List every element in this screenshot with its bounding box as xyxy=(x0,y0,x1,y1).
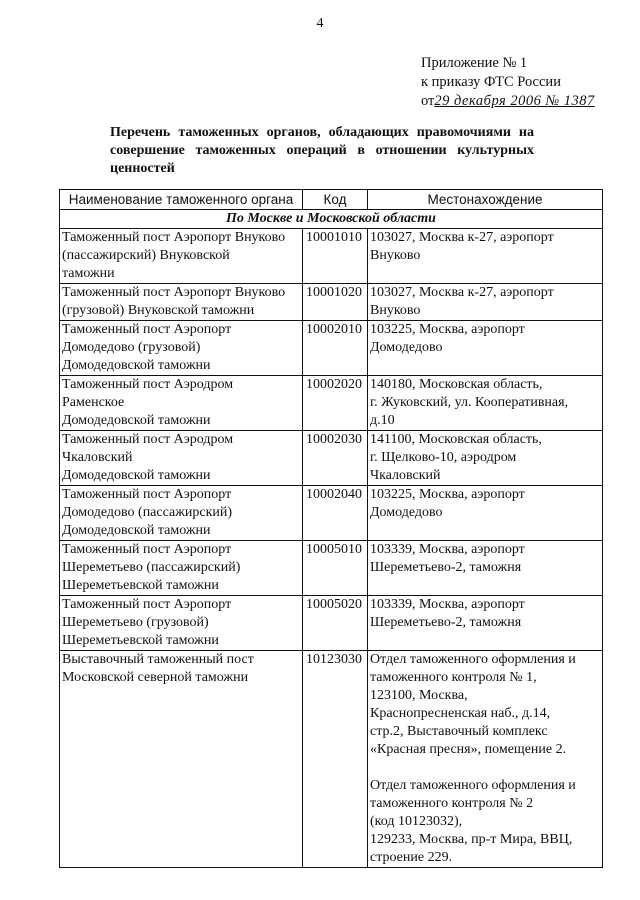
cell-code: 10002010 xyxy=(303,321,368,376)
name-line: Шереметьевской таможни xyxy=(62,633,219,648)
location-line: Краснопресненская наб., д.14, xyxy=(370,706,551,721)
name-line: Домодедово (пассажирский) xyxy=(62,505,233,520)
header-name: Наименование таможенного органа xyxy=(60,190,303,210)
table-row xyxy=(60,376,603,431)
header-code: Код xyxy=(303,190,368,210)
cell-code: 10005010 xyxy=(303,541,368,596)
location-line: Отдел таможенного оформления и xyxy=(370,652,576,667)
cell-code: 10123030 xyxy=(303,651,368,868)
name-line: Таможенный пост Аэропорт Внуково xyxy=(62,285,286,300)
cell-location xyxy=(368,596,603,651)
location-line: 103225, Москва, аэропорт xyxy=(370,487,525,502)
name-line: Домодедово (грузовой) xyxy=(62,340,201,355)
name-line: Домодедовской таможни xyxy=(62,358,211,373)
name-line: Домодедовской таможни xyxy=(62,468,211,483)
name-line: Таможенный пост Аэропорт Внуково xyxy=(62,230,286,245)
cell-location xyxy=(368,321,603,376)
name-line: Чкаловский xyxy=(62,450,133,465)
location-line: Домодедово xyxy=(370,340,443,355)
cell-code: 10001010 xyxy=(303,229,368,284)
table-row xyxy=(60,284,603,321)
name-line: Таможенный пост Аэропорт xyxy=(62,597,232,612)
cell-customs-name xyxy=(60,321,303,376)
cell-customs-name xyxy=(60,596,303,651)
table-header-row xyxy=(60,190,603,210)
name-line: Таможенный пост Аэропорт xyxy=(62,542,232,557)
section-row xyxy=(60,210,603,229)
cell-customs-name xyxy=(60,431,303,486)
cell-location xyxy=(368,376,603,431)
section-title: По Москве и Московской области xyxy=(60,210,603,229)
name-line: Шереметьево (пассажирский) xyxy=(62,560,241,575)
cell-location xyxy=(368,431,603,486)
location-line: 103027, Москва к-27, аэропорт xyxy=(370,230,554,245)
cell-customs-name xyxy=(60,486,303,541)
cell-customs-name xyxy=(60,651,303,868)
location-line: г. Щелково-10, аэродром xyxy=(370,450,517,465)
cell-customs-name xyxy=(60,229,303,284)
cell-customs-name xyxy=(60,541,303,596)
cell-location xyxy=(368,651,603,868)
name-line: Шереметьево (грузовой) xyxy=(62,615,209,630)
location-line: 103339, Москва, аэропорт xyxy=(370,542,525,557)
name-line: (грузовой) Внуковской таможни xyxy=(62,303,255,318)
cell-customs-name xyxy=(60,284,303,321)
name-line: Выставочный таможенный пост xyxy=(62,652,254,667)
header-location: Местонахождение xyxy=(368,190,603,210)
appendix-line-2: к приказу ФТС России xyxy=(421,74,561,90)
location-line: Шереметьево-2, таможня xyxy=(370,615,522,630)
location-line: строение 229. xyxy=(370,850,453,865)
table-row xyxy=(60,651,603,868)
location-line: Шереметьево-2, таможня xyxy=(370,560,522,575)
cell-code: 10002040 xyxy=(303,486,368,541)
name-line: Таможенный пост Аэропорт xyxy=(62,487,232,502)
name-line: (пассажирский) Внуковской xyxy=(62,248,230,263)
name-line: Шереметьевской таможни xyxy=(62,578,219,593)
customs-table xyxy=(59,189,603,868)
table-row xyxy=(60,321,603,376)
location-line: 141100, Московская область, xyxy=(370,432,542,447)
appendix-block xyxy=(421,54,595,111)
location-line: Чкаловский xyxy=(370,468,441,483)
paragraph-gap xyxy=(370,759,600,777)
location-line: 140180, Московская область, xyxy=(370,377,543,392)
location-line: стр.2, Выставочный комплекс xyxy=(370,724,548,739)
location-line: (код 10123032), xyxy=(370,814,463,829)
location-line: Отдел таможенного оформления и xyxy=(370,778,576,793)
document-title: Перечень таможенных органов, обладающих правомочиями на совершение таможенных операций в отношении культурных ценностей xyxy=(110,125,534,176)
name-line: Таможенный пост Аэропорт xyxy=(62,322,232,337)
location-line: «Красная пресня», помещение 2. xyxy=(370,742,567,757)
cell-location xyxy=(368,486,603,541)
appendix-date-handwritten: 29 декабря 2006 № 1387 xyxy=(434,93,595,109)
cell-location xyxy=(368,541,603,596)
cell-code: 10001020 xyxy=(303,284,368,321)
location-line: 129233, Москва, пр-т Мира, ВВЦ, xyxy=(370,832,573,847)
cell-code: 10002020 xyxy=(303,376,368,431)
appendix-line-1: Приложение № 1 xyxy=(421,55,528,71)
location-line: г. Жуковский, ул. Кооперативная, xyxy=(370,395,569,410)
appendix-line-3 xyxy=(421,92,595,111)
table-row xyxy=(60,541,603,596)
cell-code: 10002030 xyxy=(303,431,368,486)
location-line: д.10 xyxy=(370,413,395,428)
location-line: 103225, Москва, аэропорт xyxy=(370,322,525,337)
location-line: 123100, Москва, xyxy=(370,688,468,703)
name-line: Таможенный пост Аэродром xyxy=(62,377,234,392)
name-line: Раменское xyxy=(62,395,125,410)
table-row xyxy=(60,229,603,284)
location-line: Внуково xyxy=(370,303,421,318)
location-line: таможенного контроля № 2 xyxy=(370,796,534,811)
name-line: Таможенный пост Аэродром xyxy=(62,432,234,447)
location-line: Внуково xyxy=(370,248,421,263)
table-row xyxy=(60,486,603,541)
name-line: таможни xyxy=(62,266,115,281)
cell-location xyxy=(368,229,603,284)
table-row xyxy=(60,431,603,486)
location-line: Домодедово xyxy=(370,505,443,520)
page-number: 4 xyxy=(316,16,324,31)
name-line: Московской северной таможни xyxy=(62,670,249,685)
cell-location xyxy=(368,284,603,321)
name-line: Домодедовской таможни xyxy=(62,413,211,428)
cell-customs-name xyxy=(60,376,303,431)
location-line: таможенного контроля № 1, xyxy=(370,670,537,685)
name-line: Домодедовской таможни xyxy=(62,523,211,538)
cell-code: 10005020 xyxy=(303,596,368,651)
table-row xyxy=(60,596,603,651)
location-line: 103027, Москва к-27, аэропорт xyxy=(370,285,554,300)
appendix-date-prefix: от xyxy=(421,93,435,109)
location-line: 103339, Москва, аэропорт xyxy=(370,597,525,612)
